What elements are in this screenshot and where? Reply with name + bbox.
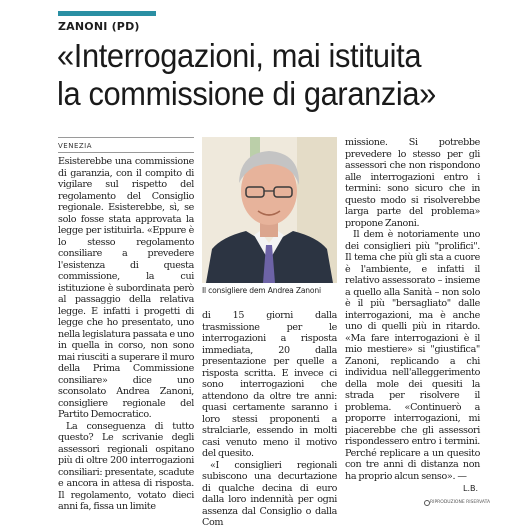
paragraph: La conseguenza di tutto questo? Le scrivanie degli assessori regionali ospitano più di oltre 200 interrogazioni consiliari: presentate, scadute e ancora in attesa di risposta. Il regolamento, votato dieci anni fa, fissa un limite xyxy=(58,420,194,512)
portrait-illustration xyxy=(202,137,337,283)
paragraph: «I consiglieri regionali subiscono una decurtazione di qualche decina di euro dalla loro indennità per ogni assenza dal Consiglio o dalla Com xyxy=(202,459,337,528)
paragraph: missione. Si potrebbe prevedere lo stesso per gli assessori che non rispondono alle interrogazioni entro i termini: sono sicuro che in questo modo si risolverebbe larga parte del problema» propone Zanoni. xyxy=(345,137,480,229)
kicker: ZANONI (PD) xyxy=(58,20,140,33)
headline xyxy=(57,38,489,114)
reproduction-notice: RIPRODUZIONE RISERVATA xyxy=(430,500,491,505)
paragraph: Esisterebbe una commissione di garanzia, con il compito di vigilare sul rispetto del regolamento del Consiglio regionale. Esisterebbe, sì, se solo fosse stata approvata la legge per istituirla. «Eppure è lo stesso regolamento consiliare a prevedere l'esistenza di questa commissione, la cui istituzione è subordinata però al passaggio della relativa legge. E infatti i progetti di legge che ho presentato, uno nella legislatura passata e uno in quella in corso, non sono mai riusciti a superare il muro della Prima Commissione consiliare» dice uno sconsolato Andrea Zanoni, consigliere regionale del Partito Democratico. xyxy=(58,156,194,420)
dateline-rule xyxy=(58,137,194,138)
paragraph: Il dem è notoriamente uno dei consiglieri più "prolifici". Il tema che più gli sta a cuore è l'ambiente, e infatti il relativo assessorato – insieme a quello alla Sanità – non solo è il più "bersagliato" dalle interrogazioni, ma è anche uno di quelli più in ritardo. «Ma fare interrogazioni è il mio mestiere» si "giustifica" Zanoni, replicando a chi individua nell'alleggerimento della mole dei quesiti la strada per risolvere il problema. «Continuerò a proporre interrogazioni, mi piacerebbe che gli assessori rispondessero entro i termini. Perché replicare a un quesito con tre anni di distanza non ha proprio alcun senso». — xyxy=(345,229,480,482)
photo-caption: Il consigliere dem Andrea Zanoni xyxy=(202,286,321,295)
dateline: VENEZIA xyxy=(58,142,93,150)
dateline-rule-bottom xyxy=(58,152,194,153)
paragraph: di 15 giorni dalla trasmissione per le interrogazioni a risposta immediata, 20 dalla presentazione per quelle a risposta scritta. E invece ci sono interrogazioni che attendono da oltre tre anni: quasi certamente saranno i loro stessi proponenti a stralciarle, essendo in molti casi venuto meno il motivo del quesito. xyxy=(202,310,337,459)
article-column-1 xyxy=(58,156,194,513)
headline-line-1: «Interrogazioni, mai istituita xyxy=(57,38,422,75)
author-signature: L.B. xyxy=(463,484,479,493)
accent-bar xyxy=(58,11,156,16)
portrait-photo xyxy=(202,137,337,283)
article-column-2 xyxy=(202,310,337,529)
headline-line-2: la commissione di garanzia» xyxy=(57,76,436,113)
article-column-3 xyxy=(345,137,480,482)
